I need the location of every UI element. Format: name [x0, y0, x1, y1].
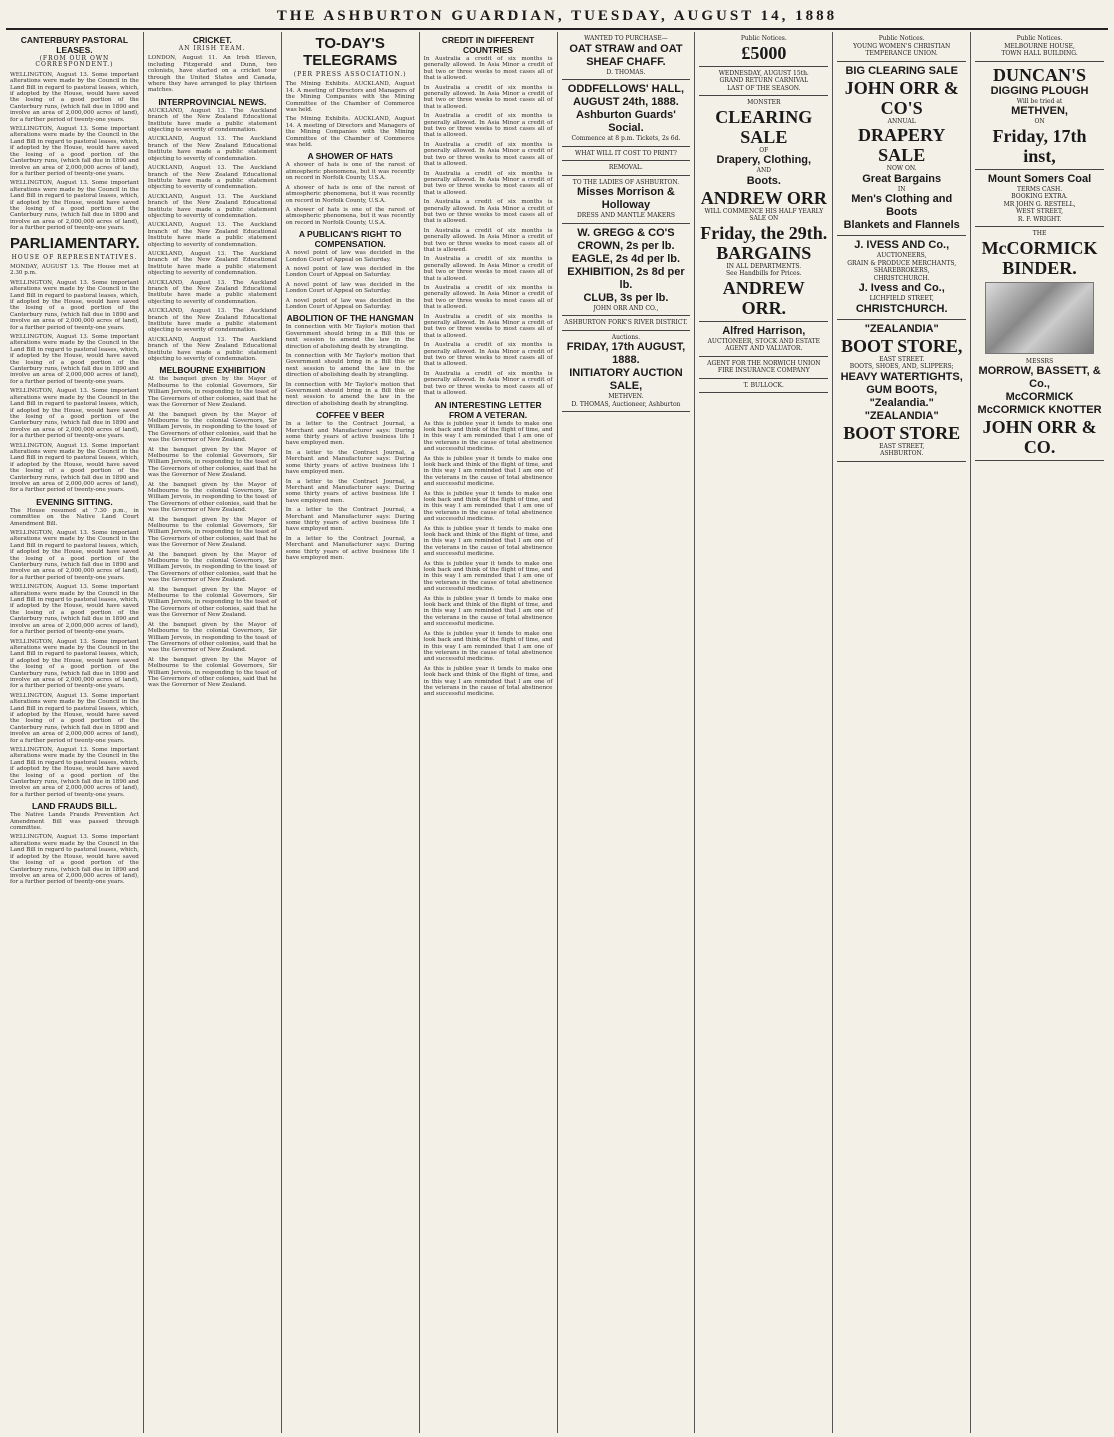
article-text: In connection with Mr Taylor's motion that Government should bring in a Bill this or next session to amend the law in the direction of abolishing death by strangling. — [285, 324, 415, 350]
ad-line: WEST STREET, — [1016, 208, 1064, 215]
ad-heading: £5000 — [741, 42, 787, 63]
ad-line: MESSRS — [1025, 357, 1054, 365]
ad-heading: OAT STRAW and OAT SHEAF CHAFF. — [569, 42, 683, 68]
ad-line: IN — [897, 185, 906, 193]
ad-heading: CHRISTCHURCH. — [855, 302, 948, 315]
ad-signature: D. THOMAS, Auctioneer, Ashburton — [571, 400, 681, 408]
headline: AN INTERESTING LETTER FROM A VETERAN. — [434, 399, 542, 420]
ad-melbourne-house — [975, 32, 1104, 62]
article-text: In Australia a credit of six months is generally allowed. In Asia Minor a credit of but two or three weeks to most cases all of that is allowed. — [423, 113, 553, 139]
ad-forks-river — [562, 316, 691, 331]
ad-heading: DRAPERY SALE — [858, 125, 946, 165]
ad-john-orr — [837, 62, 966, 237]
masthead-title: THE ASHBURTON GUARDIAN, TUESDAY, AUGUST 14, 1888 — [276, 7, 838, 24]
article-text: AUCKLAND, August 13. The Auckland branch of the New Zealand Educational Institute have made a public statement objecting to severity of condemnation. — [147, 336, 277, 363]
headline: MELBOURNE EXHIBITION — [159, 365, 266, 376]
article-text: At the banquet given by the Mayor of Melbourne to the colonial Governors, Sir William Jervois, in responding to the toast of The Governors of other colonies, said that he was the Governor of New Zealand. — [147, 411, 277, 444]
article-text: AUCKLAND, August 13. The Auckland branch of the New Zealand Educational Institute have made a public statement objecting to severity of condemnation. — [147, 250, 277, 277]
headline: LAND FRAUDS BILL. — [31, 801, 117, 812]
article-text: WELLINGTON, August 13. Some important alterations were made by the Council in the Land Bill in regard to pastoral leases, which, if adopted by the House, would have saved the losing of a good portion of the Canterbury runs, (which fall due in 1890 and involve an area of 2,000,000 acres of land), for a further period of twenty-one years. — [10, 334, 139, 385]
article-text: In a letter to the Contract Journal, a Merchant and Manufacturer says: During some thirty years of active business life I have employed men. — [285, 478, 415, 504]
ad-line: Commence at 8 p.m. Tickets, 2s 6d. — [571, 135, 681, 142]
ad-heading: Great Bargains — [862, 172, 942, 185]
ad-heading: METHVEN, — [1011, 105, 1068, 117]
ad-heading: J. Ivess and Co., — [858, 282, 945, 294]
ad-heading: Misses Morrison & Holloway — [577, 186, 675, 211]
ad-heading: INITIATORY AUCTION SALE, — [569, 367, 683, 392]
ad-line: YOUNG WOMEN'S CHRISTIAN TEMPERANCE UNION. — [853, 42, 951, 57]
ad-line: EAST STREET. — [879, 355, 925, 363]
ad-line: THE — [1032, 230, 1047, 237]
article-text: In Australia a credit of six months is generally allowed. In Asia Minor a credit of but two or three weeks to most cases all of that is allowed. — [423, 170, 553, 196]
ad-heading: Alfred Harrison, — [722, 324, 806, 337]
ad-line: TOWN HALL BUILDING. — [1001, 50, 1078, 57]
article-text: AUCKLAND, August 13. The Auckland branch of the New Zealand Educational Institute have made a public statement objecting to severity of condemnation. — [147, 308, 277, 334]
binder-illustration — [985, 282, 1094, 354]
article-text: At the banquet given by the Mayor of Melbourne to the colonial Governors, Sir William Jervois, in responding to the toast of The Governors of other colonies, said that he was the Governor of New Zealand. — [147, 446, 277, 479]
ad-heading: ANDREW ORR — [700, 187, 827, 208]
ad-line: JOHN ORR AND CO., — [593, 304, 659, 312]
article-text: WELLINGTON, August 13. Some important alterations were made by the Council in the Land Bill in regard to pastoral leases, which, if adopted by the House, would have saved the losing of a good portion of the Canterbury runs, (which fall due in 1890 and involve an area of 2,000,000 acres of land), for a further period of twenty-one years. — [10, 71, 139, 123]
masthead — [6, 4, 1108, 30]
article-text: As this is jubilee year it tends to make one look back and think of the flight of time, and in this way I am reminded that I am one of the veterans in the cause of total abstinence and successful medicine. — [423, 665, 553, 698]
ad-signature: R. F. WRIGHT. — [1017, 215, 1062, 223]
headline: COFFEE V BEER — [315, 410, 385, 421]
ad-heading: BIG CLEARING SALE — [845, 64, 958, 77]
article-text: In Australia a credit of six months is generally allowed. In Asia Minor a credit of but two or three weeks to most cases all of that is allowed. — [423, 285, 553, 311]
ad-heading: BINDER. — [1002, 257, 1077, 278]
ad-line: GRAIN & PRODUCE MERCHANTS, — [847, 259, 957, 267]
ad-line: BOOKING EXTRA. — [1011, 193, 1068, 200]
column-4 — [420, 32, 558, 1433]
ad-line: IN ALL DEPARTMENTS. — [726, 262, 802, 270]
article-text: WELLINGTON, August 13. Some important alterations were made by the Council in the Land Bill in regard to pastoral leases, which, if adopted by the House, would have saved the losing of a good portion of the Canterbury runs, (which fall due in 1890 and involve an area of 2,000,000 acres of land), for a further period of twenty-one years. — [10, 530, 139, 581]
article-text: The Mining Exhibits. AUCKLAND, August 14. A meeting of Directors and Managers of the Mining Companies with the Mining Committee of the Chamber of Commerce was held. — [285, 116, 415, 149]
ad-line: GRAND RETURN CARNIVAL — [719, 77, 809, 84]
article-text: In connection with Mr Taylor's motion that Government should bring in a Bill this or next session to amend the law in the direction of abolishing death by strangling. — [285, 353, 415, 379]
ad-bullock — [699, 379, 828, 394]
ad-line: MR JOHN G. RESTELL, — [1003, 200, 1076, 208]
ad-line: Public Notices. — [878, 35, 925, 42]
ad-line: WILL COMMENCE HIS HALF YEARLY SALE ON — [704, 207, 824, 222]
article-text: In Australia a credit of six months is generally allowed. In Asia Minor a credit of but two or three weeks to most cases all of that is allowed. — [423, 56, 553, 82]
column-6 — [695, 32, 833, 1433]
article-text: A novel point of law was decided in the London Court of Appeal on Saturday. — [285, 297, 415, 310]
ad-andrew-orr — [699, 96, 828, 322]
ad-removal — [562, 161, 691, 176]
article-text: In Australia a credit of six months is generally allowed. In Asia Minor a credit of but two or three weeks to most cases all of that is allowed. — [423, 84, 553, 110]
article-text: As this is jubilee year it tends to make one look back and think of the flight of time, and in this way I am reminded that I am one of the veterans in the cause of total abstinence and successful medicine. — [423, 595, 553, 628]
article-text: AUCKLAND, August 13. The Auckland branch of the New Zealand Educational Institute have made a public statement objecting to severity of condemnation. — [147, 279, 277, 305]
article-text: A novel point of law was decided in the London Court of Appeal on Saturday. — [285, 281, 415, 295]
subhead: (PER PRESS ASSOCIATION.) — [293, 71, 407, 78]
article-text: In Australia a credit of six months is generally allowed. In Asia Minor a credit of but two or three weeks to most cases all of that is allowed. — [423, 256, 553, 282]
ad-line: Will be tried at — [1016, 97, 1063, 105]
ad-heading: BOOT STORE — [843, 422, 961, 443]
article-text: The Native Lands Frauds Prevention Act Amendment Bill was passed through committee. — [10, 812, 139, 832]
ad-heading: W. GREGG & CO'S — [577, 226, 675, 239]
ad-line: AND — [756, 167, 772, 174]
ad-heading: Mount Somers Coal — [987, 172, 1092, 185]
ad-mccormick — [975, 227, 1104, 461]
ad-line: LICHFIELD STREET, — [869, 295, 934, 302]
ad-line: WEDNESDAY, AUGUST 15th. — [718, 69, 809, 77]
ad-heading: GUM BOOTS, — [866, 383, 938, 396]
ad-heading: Drapery, Clothing, — [716, 154, 812, 166]
article-text: WELLINGTON, August 13. Some important alterations were made by the Council in the Land Bill in regard to pastoral leases, which, if adopted by the House, would have saved the losing of a good portion of the Canterbury runs, (which fall due in 1890 and involve an area of 2,000,000 acres of land), for a further period of twenty-one years. — [10, 747, 139, 798]
ad-heading: EXHIBITION, 2s 8d per lb. — [567, 265, 685, 291]
article-text: WELLINGTON, August 13. Some important alterations were made by the Council in the Land Bill in regard to pastoral leases, which, if adopted by the House, would have saved the losing of a good portion of the Canterbury runs, (which fall due in 1890 and involve an area of 2,000,000 acres of land), for a further period of twenty-one years. — [10, 442, 139, 494]
ad-line: Public Notices. — [1016, 35, 1063, 42]
column-1 — [6, 32, 144, 1433]
ad-line: CHRISTCHURCH. — [873, 274, 930, 282]
article-text: As this is jubilee year it tends to make one look back and think of the flight of time, and in this way I am reminded that I am one of the veterans in the cause of total abstinence and successful medicine. — [423, 455, 553, 488]
ad-morrison — [562, 176, 691, 224]
headline: TO-DAY'S TELEGRAMS — [303, 35, 398, 69]
ad-line: ANNUAL — [887, 117, 916, 125]
ad-signature: D. THOMAS. — [606, 68, 646, 76]
ad-wanted — [562, 32, 691, 80]
ad-line: ASHBURTON. — [880, 450, 924, 457]
article-text: In a letter to the Contract Journal, a Merchant and Manufacturer says: During some thirty years of active business life I have employed men. — [285, 507, 415, 533]
article-text: WELLINGTON, August 13. Some important alterations were made by the Council in the Land Bill in regard to pastoral leases, which, if adopted by the House, would have saved the losing of a good portion of the Canterbury runs, (which fall due in 1890 and involve an area of 2,000,000 acres of land), for a further period of twenty-one years. — [10, 388, 139, 440]
ad-heading: HEAVY WATERTIGHTS, — [840, 370, 963, 383]
ad-mount-somers — [975, 170, 1104, 228]
article-text: The Mining Exhibits. AUCKLAND, August 14. A meeting of Directors and Managers of the Mining Companies with the Mining Committee of the Chamber of Commerce was held. — [285, 81, 415, 114]
ad-heading: MORROW, BASSETT, & Co., — [978, 365, 1101, 390]
article-text: WELLINGTON, August 13. Some important alterations were made by the Council in the Land Bill in regard to pastoral leases, which, if adopted by the House, would have saved the losing of a good portion of the Canterbury runs, (which fall due in 1890 and involve an area of 2,000,000 acres of land), for a further period of twenty-one years. — [10, 638, 139, 690]
ad-harrison — [699, 322, 828, 357]
article-text: WELLINGTON, August 13. Some important alterations were made by the Council in the Land Bill in regard to pastoral leases, which, if adopted by the House, would have saved the losing of a good portion of the Canterbury runs, (which fall due in 1890 and involve an area of 2,000,000 acres of land), for a further period of twenty-one years. — [10, 180, 139, 232]
column-7 — [833, 32, 971, 1433]
ad-ywctu — [837, 32, 966, 62]
article-text: As this is jubilee year it tends to make one look back and think of the flight of time, and in this way I am reminded that I am one of the veterans in the cause of total abstinence and successful medicine. — [423, 420, 553, 453]
ad-heading: McCORMICK KNOTTER — [977, 404, 1102, 416]
ad-line: AUCTIONEER, STOCK AND ESTATE AGENT AND VALUATOR. — [707, 337, 821, 352]
ad-oddfellows — [562, 80, 691, 147]
article-text: As this is jubilee year it tends to make one look back and think of the flight of time, and in this way I am reminded that I am one of the veterans in the cause of total abstinence and successful medicine. — [423, 560, 553, 593]
article-text: AUCKLAND, August 13. The Auckland branch of the New Zealand Educational Institute have made a public statement objecting to severity of condemnation. — [147, 107, 277, 134]
article-text: WELLINGTON, August 13. Some important alterations were made by the Council in the Land Bill in regard to pastoral leases, which, if adopted by the House, would have saved the losing of a good portion of the Canterbury runs, (which fall due in 1890 and involve an area of 2,000,000 acres of land), for a further period of twenty-one years. — [10, 279, 139, 331]
article-text: At the banquet given by the Mayor of Melbourne to the colonial Governors, Sir William Jervois, in responding to the toast of The Governors of other colonies, said that he was the Governor of New Zealand. — [147, 656, 277, 689]
article-text: In Australia a credit of six months is generally allowed. In Asia Minor a credit of but two or three weeks to most cases all of that is allowed. — [423, 227, 553, 253]
article-text: WELLINGTON, August 13. Some important alterations were made by the Council in the Land Bill in regard to pastoral leases, which, if adopted by the House, would have saved the losing of a good portion of the Canterbury runs, (which fall due in 1890 and involve an area of 2,000,000 acres of land), for a further period of twenty-one years. — [10, 126, 139, 177]
ad-line: METHVEN. — [608, 393, 644, 400]
ad-duncan-plough — [975, 62, 1104, 170]
article-text: In Australia a credit of six months is generally allowed. In Asia Minor a credit of but two or three weeks to most cases all of that is allowed. — [423, 342, 553, 368]
headline: ABOLITION OF THE HANGMAN — [286, 313, 414, 324]
headline: CRICKET. — [192, 35, 232, 45]
article-text: A shower of hats is one of the rarest of atmospheric phenomena, but it was recently on record in Norfolk County, U.S.A. — [285, 184, 415, 204]
ad-ivess — [837, 236, 966, 320]
article-text: In Australia a credit of six months is generally allowed. In Asia Minor a credit of but two or three weeks to most cases all of that is allowed. — [423, 141, 553, 168]
article-text: AUCKLAND, August 13. The Auckland branch of the New Zealand Educational Institute have made a public statement objecting to severity of condemnation. — [147, 165, 277, 191]
ad-heading: CLUB, 3s per lb. — [583, 291, 669, 304]
article-text: LONDON, August 11. An Irish Eleven, including Fitzgerald and Dunn, two colonists, have started on a cricket tour through the United States and Canada, where they have arranged to play thirteen matches. — [147, 55, 277, 94]
ad-heading: ODDFELLOWS' HALL, — [567, 83, 685, 95]
ad-heading: EAGLE, 2s 4d per lb. — [571, 252, 681, 265]
ad-line: WHAT WILL IT COST TO PRINT? — [575, 149, 677, 157]
ad-line: See Handbills for Prices. — [726, 270, 802, 277]
ad-line: TERMS CASH. — [1016, 185, 1063, 193]
subhead: AN IRISH TEAM. — [178, 45, 246, 52]
ad-heading: AUGUST 24th, 1888. — [573, 96, 679, 108]
ad-line: DRESS AND MANTLE MAKERS — [576, 212, 675, 219]
ad-heading: JOHN ORR & CO. — [982, 417, 1097, 457]
ad-heading: J. IVESS AND Co., — [854, 239, 950, 251]
ad-norwich — [699, 357, 828, 379]
ad-heading: Friday, 17th inst, — [992, 125, 1087, 166]
ad-heading: FRIDAY, 17th AUGUST, 1888. — [566, 341, 686, 366]
ad-heading: McCORMICK — [981, 237, 1098, 258]
ad-heading: "Zealandia." — [869, 396, 934, 409]
article-text: WELLINGTON, August 13. Some important alterations were made by the Council in the Land Bill in regard to pastoral leases, which, if adopted by the House, would have saved the losing of a good portion of the Canterbury runs, (which fall due in 1890 and involve an area of 2,000,000 acres of land), for a further period of twenty-one years. — [10, 834, 139, 886]
ad-line: BOOTS, SHOES, AND, SLIPPERS; — [849, 363, 954, 370]
article-text: AUCKLAND, August 13. The Auckland branch of the New Zealand Educational Institute have made a public statement objecting to severity of condemnation. — [147, 136, 277, 162]
ad-zealandia — [837, 320, 966, 462]
ad-line: Public Notices. — [740, 35, 787, 42]
article-text: At the banquet given by the Mayor of Melbourne to the colonial Governors, Sir William Jervois, in responding to the toast of The Governors of other colonies, said that he was the Governor of New Zealand. — [147, 481, 277, 514]
ad-heading: JOHN ORR & CO'S — [844, 77, 959, 118]
column-3 — [282, 32, 420, 1433]
article-text: In Australia a credit of six months is generally allowed. In Asia Minor a credit of but two or three weeks to most cases all of that is allowed. — [423, 199, 553, 225]
ad-heading: Ashburton Guards' Social. — [576, 109, 676, 134]
column-2 — [144, 32, 282, 1433]
ad-heading: Friday, the 29th. — [700, 222, 828, 243]
article-text: At the banquet given by the Mayor of Melbourne to the colonial Governors, Sir William Jervois, in responding to the toast of The Governors of other colonies, said that he was the Governor of New Zealand. — [147, 586, 277, 619]
article-text: WELLINGTON, August 13. Some important alterations were made by the Council in the Land Bill in regard to pastoral leases, which, if adopted by the House, would have saved the losing of a good portion of the Canterbury runs, (which fall due in 1890 and involve an area of 2,000,000 acres of land), for a further period of twenty-one years. — [10, 692, 139, 744]
ad-line: OF — [759, 146, 769, 154]
ad-line: ASHBURTON FORK'S RIVER DISTRICT. — [564, 319, 688, 326]
ad-line: SHAREBROKERS, — [873, 267, 930, 274]
article-text: MONDAY, AUGUST 13. The House met at 2.30 p.m. — [10, 263, 139, 277]
article-text: A shower of hats is one of the rarest of atmospheric phenomena, but it was recently on record in Norfolk County, U.S.A. — [285, 206, 415, 226]
ad-heading: BARGAINS — [716, 242, 812, 263]
ad-heading: ANDREW ORR. — [722, 277, 805, 318]
ad-heading: DIGGING PLOUGH — [990, 84, 1089, 97]
article-text: WELLINGTON, August 13. Some important alterations were made by the Council in the Land Bill in regard to pastoral leases, which, if adopted by the House, would have saved the losing of a good portion of the Canterbury runs, (which fall due in 1890 and involve an area of 2,000,000 acres of land), for a further period of twenty-one years. — [10, 584, 139, 636]
ad-line: NOW ON. — [886, 165, 917, 172]
ad-line: MELBOURNE HOUSE, — [1004, 42, 1075, 50]
ad-heading: "ZEALANDIA" — [864, 409, 939, 422]
ad-line: AUCTIONEERS, — [876, 252, 927, 259]
ad-heading: McCORMICK — [1005, 391, 1074, 403]
ad-heading: CLEARING SALE — [715, 106, 813, 147]
ad-heading: CROWN, 2s per lb. — [577, 239, 675, 252]
ad-heading: Boots. — [746, 174, 781, 187]
ad-line: AGENT FOR THE NORWICH UNION FIRE INSURANCE COMPANY — [707, 359, 821, 374]
ad-carnival — [699, 67, 828, 97]
article-text: In a letter to the Contract Journal, a Merchant and Manufacturer says: During some thirty years of active business life I have employed men. — [285, 449, 415, 476]
ad-signature: T. BULLOCK. — [743, 381, 784, 389]
article-text: At the banquet given by the Mayor of Melbourne to the colonial Governors, Sir William Jervois, in responding to the toast of The Governors of other colonies, said that he was the Governor of New Zealand. — [147, 551, 277, 584]
article-text: A novel point of law was decided in the London Court of Appeal on Saturday. — [285, 250, 415, 263]
article-text: In Australia a credit of six months is generally allowed. In Asia Minor a credit of but two or three weeks to most cases all of that is allowed. — [423, 313, 553, 339]
ad-5000 — [699, 32, 828, 67]
article-text: At the banquet given by the Mayor of Melbourne to the colonial Governors, Sir William Jervois, in responding to the toast of The Governors of other colonies, said that he was the Governor of New Zealand. — [147, 376, 277, 409]
ad-gregg — [562, 224, 691, 317]
columns — [6, 32, 1108, 1433]
ad-heading: "ZEALANDIA" — [864, 322, 939, 335]
column-5 — [558, 32, 696, 1433]
subhead: (FROM OUR OWN CORRESPONDENT.) — [35, 55, 114, 69]
ad-line: EAST STREET, — [879, 442, 925, 450]
ad-line: ON — [1034, 118, 1045, 125]
headline: A SHOWER OF HATS — [307, 151, 393, 162]
subhead: HOUSE OF REPRESENTATIVES. — [11, 253, 138, 261]
ad-heading: BOOT STORE, — [840, 335, 963, 356]
article-text: AUCKLAND, August 13. The Auckland branch of the New Zealand Educational Institute have made a public statement objecting to severity of condemnation. — [147, 193, 277, 219]
column-8 — [971, 32, 1108, 1433]
article-text: AUCKLAND, August 13. The Auckland branch of the New Zealand Educational Institute have made a public statement objecting to severity of condemnation. — [147, 222, 277, 248]
article-text: In Australia a credit of six months is generally allowed. In Asia Minor a credit of but two or three weeks to most cases all of that is allowed. — [423, 370, 553, 397]
article-text: In connection with Mr Taylor's motion that Government should bring in a Bill this or next session to amend the law in the direction of abolishing death by strangling. — [285, 381, 415, 407]
headline: PARLIAMENTARY. — [10, 234, 140, 252]
ad-line: TO THE LADIES OF ASHBURTON. — [572, 178, 680, 186]
ad-heading: DUNCAN'S — [993, 64, 1087, 85]
headline: INTERPROVINCIAL NEWS. — [158, 96, 267, 107]
article-text: In a letter to the Contract Journal, a Merchant and Manufacturer says: During some thirty years of active business life I have employed men. — [285, 535, 415, 561]
headline: A PUBLICAN'S RIGHT TO COMPENSATION. — [298, 229, 402, 250]
ad-line: Auctions. — [611, 333, 641, 341]
ad-heading: Men's Clothing and Boots — [851, 193, 953, 218]
ad-line: MONSTER — [747, 99, 781, 106]
article-text: At the banquet given by the Mayor of Melbourne to the colonial Governors, Sir William Jervois, in responding to the toast of The Governors of other colonies, said that he was the Governor of New Zealand. — [147, 621, 277, 654]
article-text: The House resumed at 7.30 p.m., in committee on the Native Land Court Amendment Bill. — [10, 507, 139, 527]
headline: CREDIT IN DIFFERENT COUNTRIES — [441, 35, 535, 55]
ad-heading: Blankets and Flannels — [843, 219, 960, 231]
ad-line: REMOVAL. — [608, 164, 643, 171]
article-text: A novel point of law was decided in the London Court of Appeal on Saturday. — [285, 265, 415, 279]
headline: EVENING SITTING. — [36, 496, 113, 507]
ad-print — [562, 147, 691, 162]
ad-line: WANTED TO PURCHASE— — [584, 35, 668, 42]
article-text: A shower of hats is one of the rarest of atmospheric phenomena, but it was recently on record in Norfolk County, U.S.A. — [285, 162, 415, 182]
ad-line: LAST OF THE SEASON. — [727, 84, 801, 92]
headline: CANTERBURY PASTORAL LEASES. — [20, 35, 129, 55]
article-text: As this is jubilee year it tends to make one look back and think of the flight of time, and in this way I am reminded that I am one of the veterans in the cause of total abstinence and successful medicine. — [423, 525, 553, 558]
article-text: In a letter to the Contract Journal, a Merchant and Manufacturer says: During some thirty years of active business life I have employed men. — [285, 421, 415, 447]
article-text: As this is jubilee year it tends to make one look back and think of the flight of time, and in this way I am reminded that I am one of the veterans in the cause of total abstinence and successful medicine. — [423, 490, 553, 523]
ad-auction — [562, 331, 691, 413]
article-text: At the banquet given by the Mayor of Melbourne to the colonial Governors, Sir William Jervois, in responding to the toast of The Governors of other colonies, said that he was the Governor of New Zealand. — [147, 516, 277, 549]
article-text: As this is jubilee year it tends to make one look back and think of the flight of time, and in this way I am reminded that I am one of the veterans in the cause of total abstinence and successful medicine. — [423, 630, 553, 663]
